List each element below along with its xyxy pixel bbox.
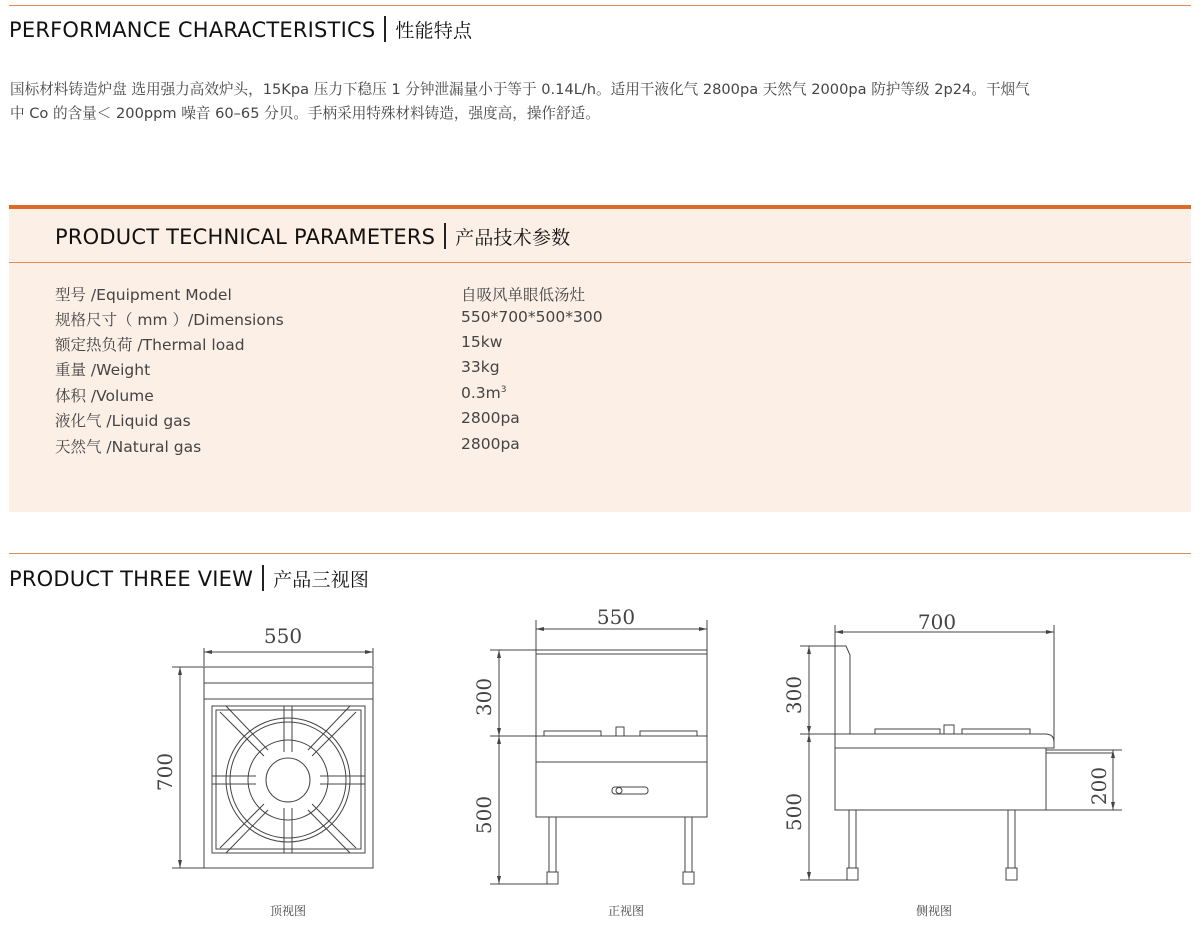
param-value	[461, 384, 506, 402]
front-view-width-dim: 550	[596, 605, 636, 629]
param-label: 液化气 /Liquid gas	[55, 412, 191, 430]
top-view-width-dim: 550	[263, 624, 303, 648]
performance-text	[10, 78, 1195, 126]
side-view-depth-dim: 700	[917, 610, 957, 634]
param-row-volume	[55, 384, 507, 406]
param-value: 15kw	[461, 333, 503, 351]
three-view-divider	[9, 553, 1191, 554]
param-label: 天然气 /Natural gas	[55, 438, 202, 456]
param-value: 2800pa	[461, 435, 520, 453]
side-view-caption: 侧视图	[916, 904, 953, 918]
performance-title-en: PERFORMANCE CHARACTERISTICS	[9, 18, 376, 42]
parameters-title-zh: 产品技术参数	[455, 227, 571, 249]
front-view	[472, 605, 707, 884]
performance-title	[9, 16, 472, 43]
title-separator	[262, 565, 264, 591]
param-row-dimensions	[55, 308, 603, 330]
param-value: 2800pa	[461, 409, 520, 427]
front-view-caption: 正视图	[608, 904, 645, 918]
top-view	[153, 624, 373, 868]
parameters-top-bar	[9, 205, 1191, 209]
performance-text-line1: 国标材料铸造炉盘 选用强力高效炉头，15Kpa 压力下稳压 1 分钟泄漏量小于等于 0.14L/h。适用干液化气 2800pa 天然气 2000pa 防护等级 2p24。干烟气	[10, 81, 1030, 98]
front-view-lower-dim: 500	[472, 795, 496, 835]
param-row-liquid-gas	[55, 409, 520, 431]
param-value: 自吸风单眼低汤灶	[461, 286, 586, 304]
param-row-model	[55, 283, 586, 305]
top-view-depth-dim: 700	[153, 752, 177, 792]
title-separator	[444, 223, 446, 249]
three-view-title	[9, 565, 369, 592]
front-view-upper-dim: 300	[472, 677, 496, 717]
param-label: 额定热负荷 /Thermal load	[55, 336, 245, 354]
volume-value: 0.3m	[461, 384, 501, 402]
param-value: 33kg	[461, 358, 500, 376]
parameters-divider	[9, 262, 1191, 263]
volume-superscript: 3	[500, 384, 507, 395]
param-value: 550*700*500*300	[461, 308, 603, 326]
parameters-panel	[9, 208, 1191, 512]
performance-text-line2: 中 Co 的含量＜ 200ppm 噪音 60–65 分贝。手柄采用特殊材料铸造，强度高，操作舒适。	[10, 105, 600, 122]
param-row-natural-gas	[55, 435, 520, 457]
title-separator	[384, 16, 386, 42]
performance-title-zh: 性能特点	[395, 20, 473, 42]
side-view-lower-dim: 500	[782, 792, 806, 832]
parameters-title	[55, 223, 570, 250]
param-row-thermal-load	[55, 333, 503, 355]
param-label: 规格尺寸（ mm ）/Dimensions	[55, 311, 284, 329]
param-label: 型号 /Equipment Model	[55, 286, 232, 304]
param-label: 重量 /Weight	[55, 361, 151, 379]
top-divider	[9, 5, 1191, 6]
three-view-title-zh: 产品三视图	[273, 569, 370, 591]
top-view-caption: 顶视图	[270, 904, 307, 918]
param-label: 体积 /Volume	[55, 387, 154, 405]
param-row-weight	[55, 358, 500, 380]
side-view-box-dim: 200	[1087, 766, 1111, 806]
side-view	[782, 610, 1122, 880]
parameters-title-en: PRODUCT TECHNICAL PARAMETERS	[55, 225, 436, 249]
three-view-title-en: PRODUCT THREE VIEW	[9, 567, 254, 591]
side-view-upper-dim: 300	[782, 675, 806, 715]
